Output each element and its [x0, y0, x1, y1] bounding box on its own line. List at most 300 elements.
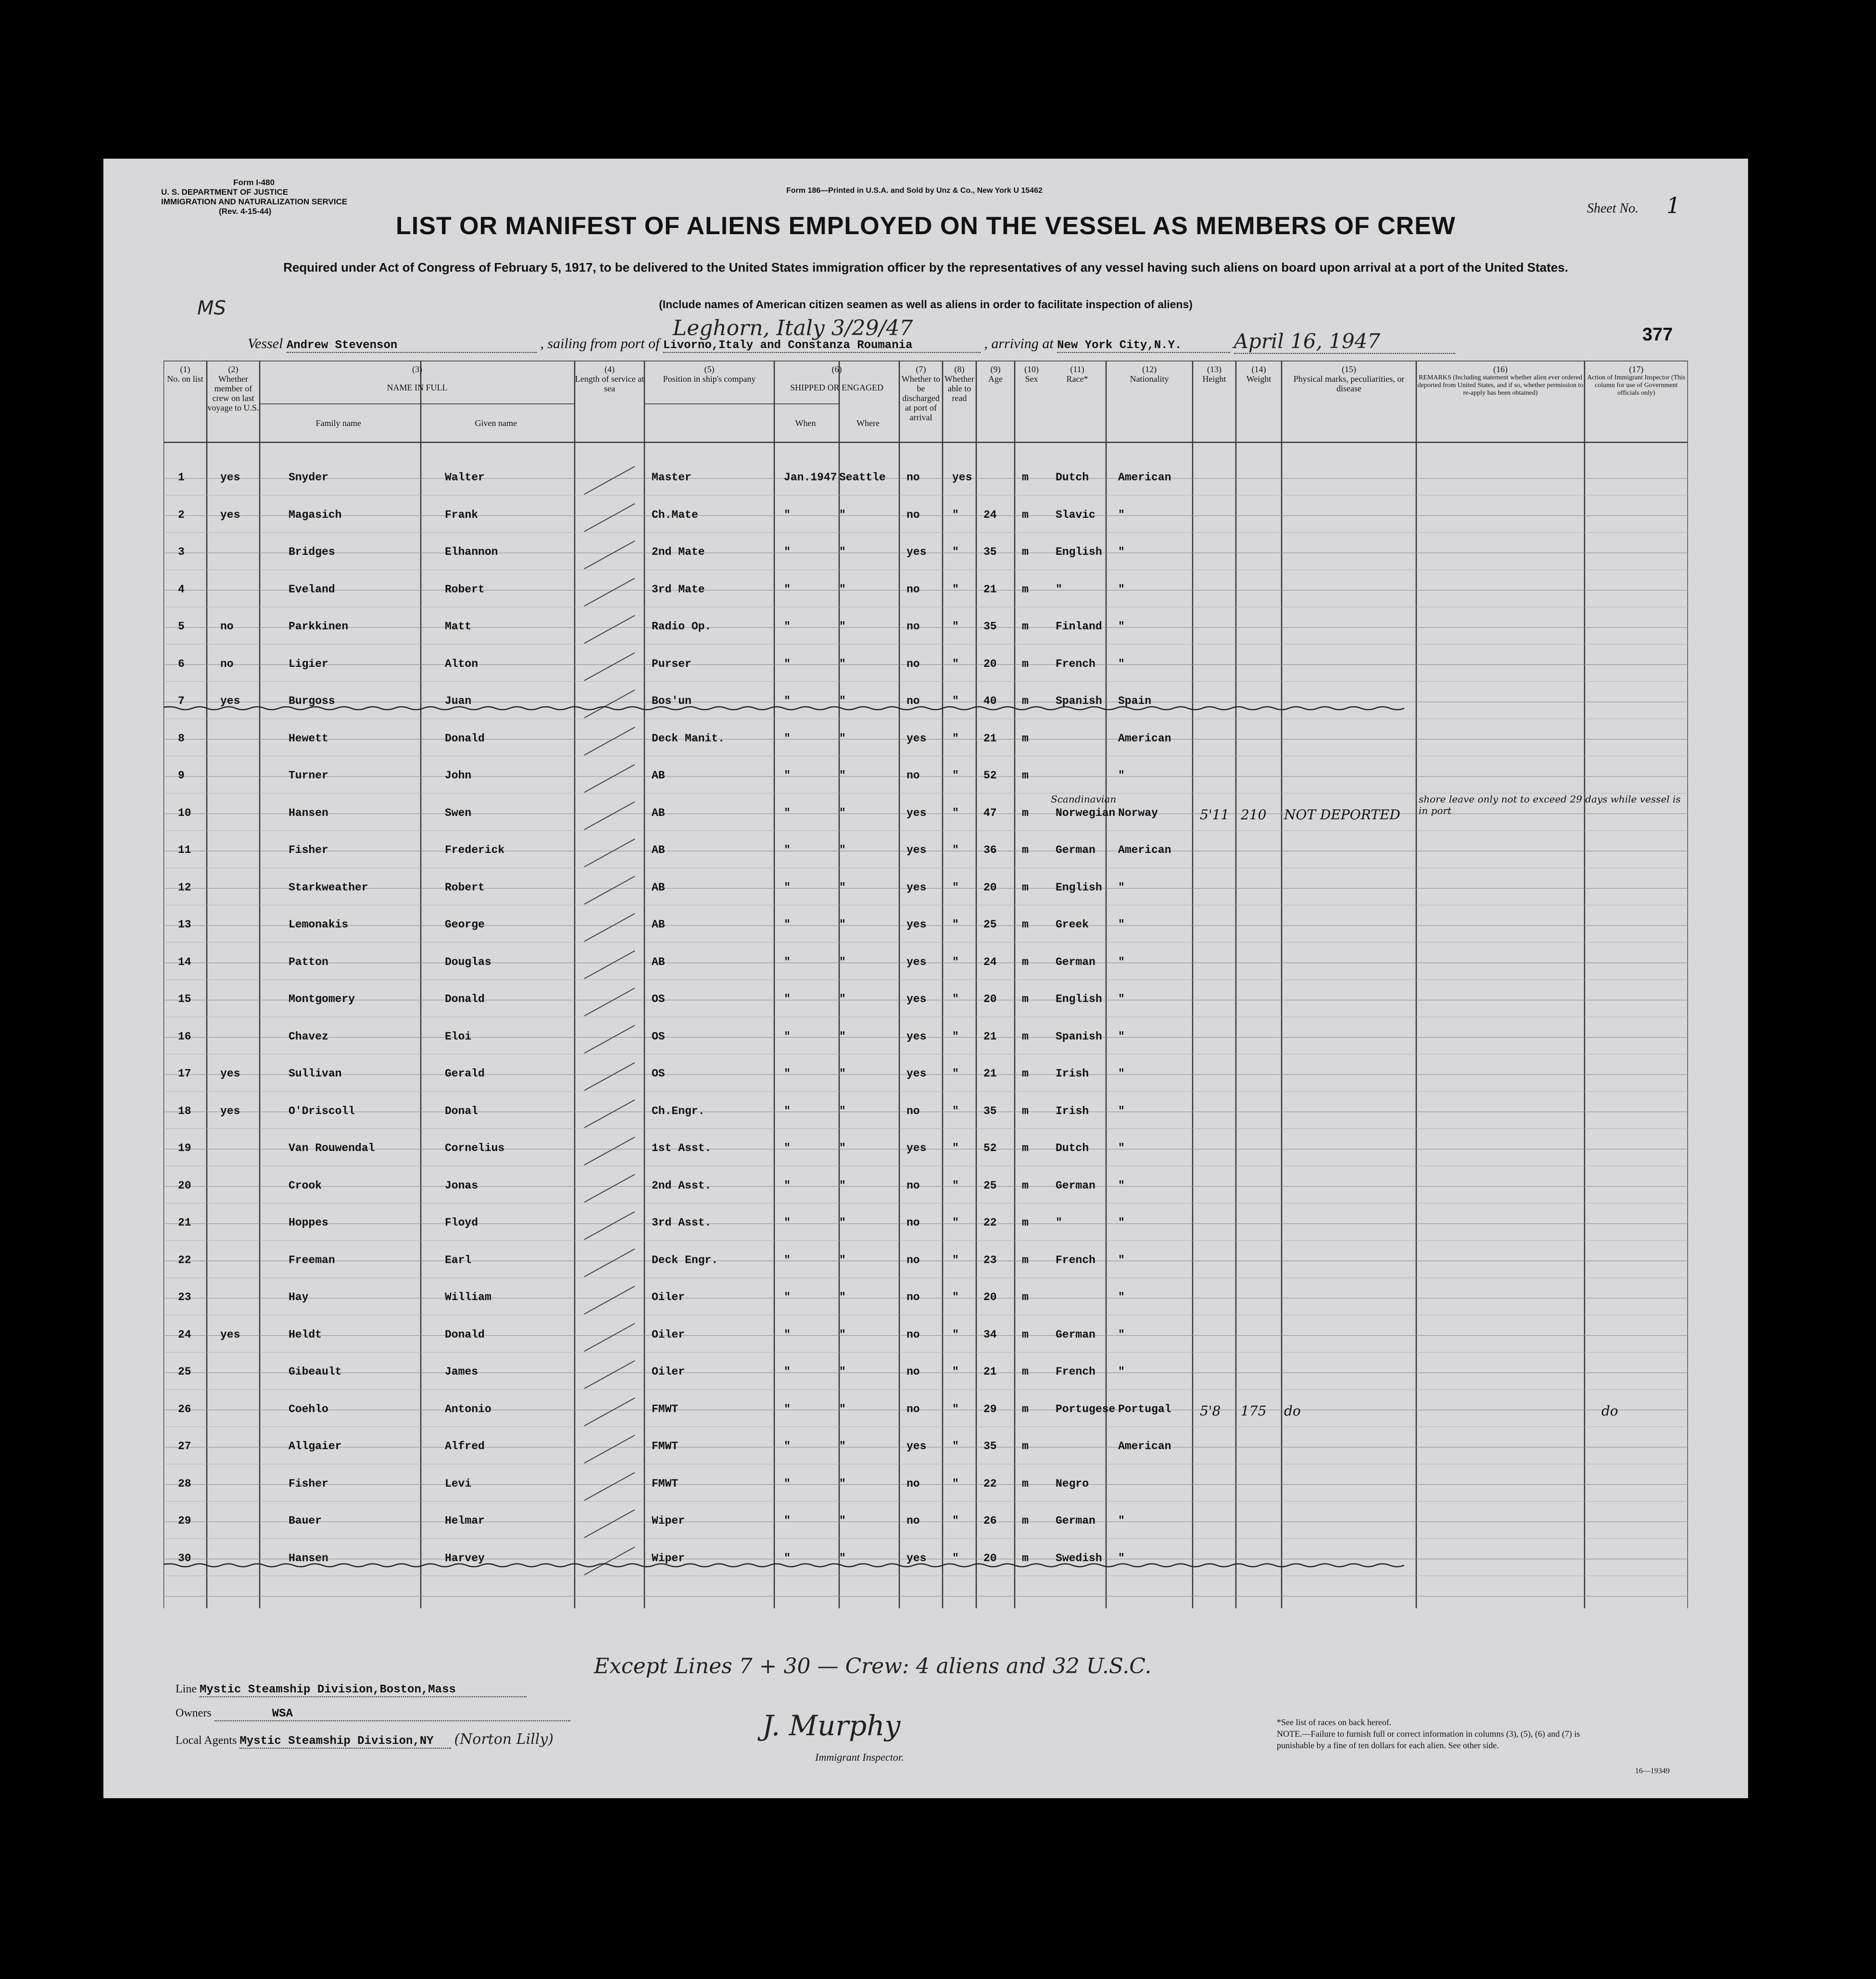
department: U. S. DEPARTMENT OF JUSTICE: [161, 188, 289, 197]
age: 35: [983, 620, 997, 633]
service: IMMIGRATION AND NATURALIZATION SERVICE: [161, 197, 348, 206]
position: Deck Engr.: [652, 1253, 718, 1266]
sex: m: [1022, 732, 1029, 745]
sex: m: [1022, 806, 1029, 819]
row-number: 12: [178, 881, 191, 894]
nationality: American: [1118, 471, 1171, 484]
discharged: yes: [907, 1552, 927, 1565]
service-tick: [584, 1249, 635, 1277]
sex: m: [1022, 1365, 1029, 1378]
nationality: American: [1118, 1440, 1171, 1453]
prev-voyage: yes: [220, 508, 240, 521]
column-header: [1106, 364, 1193, 384]
shipped-when: ": [784, 1403, 791, 1415]
shipped-where: ": [839, 1365, 846, 1378]
given-name: Douglas: [445, 955, 491, 968]
arriving-label: , arriving at: [984, 336, 1054, 351]
shipped-where: ": [839, 1291, 846, 1303]
family-name: Montgomery: [289, 993, 355, 1005]
sex: m: [1022, 583, 1029, 596]
column-header: [1015, 364, 1048, 384]
service-tick: [584, 578, 635, 606]
line-label: Line: [176, 1683, 197, 1695]
service-tick: [584, 1547, 635, 1575]
nationality: ": [1118, 769, 1125, 782]
service-tick: [584, 877, 635, 904]
discharged: yes: [907, 1142, 927, 1154]
shipped-where: ": [839, 1067, 846, 1080]
position: AB: [652, 806, 665, 819]
able-to-read: ": [952, 1142, 959, 1154]
able-to-read: ": [952, 1030, 959, 1043]
age: 52: [983, 769, 997, 782]
sex: m: [1022, 1142, 1029, 1154]
family-name: Chavez: [289, 1030, 328, 1043]
given-name: Floyd: [445, 1216, 478, 1229]
service-tick: [584, 1398, 635, 1426]
family-name: Hansen: [289, 806, 328, 819]
row-number: 6: [178, 657, 185, 670]
able-to-read: ": [952, 1216, 959, 1229]
nationality: ": [1118, 583, 1125, 596]
column-number: (10): [1024, 364, 1039, 374]
shipped-when: ": [784, 695, 791, 707]
family-name: Heldt: [289, 1328, 322, 1341]
able-to-read: ": [952, 1477, 959, 1490]
column-label: SHIPPED OR ENGAGED: [790, 383, 883, 392]
age: 20: [983, 657, 997, 670]
position: AB: [652, 881, 665, 894]
discharged: no: [907, 1216, 920, 1229]
able-to-read: ": [952, 1552, 959, 1565]
shipped-where: ": [839, 1328, 846, 1341]
row-number: 24: [178, 1328, 191, 1341]
service-tick: [584, 764, 635, 792]
position: FMWT: [652, 1403, 679, 1415]
row-number: 3: [178, 546, 185, 558]
given-name: Earl: [445, 1253, 472, 1266]
shipped-where: ": [839, 1030, 846, 1043]
nationality: ": [1118, 1552, 1125, 1565]
position: 2nd Asst.: [652, 1179, 712, 1192]
inspector-action: do: [1601, 1403, 1618, 1419]
row-number: 16: [178, 1030, 191, 1043]
race: Dutch: [1056, 1142, 1089, 1154]
able-to-read: ": [952, 657, 959, 670]
age: 25: [983, 1179, 997, 1192]
shipped-when: ": [784, 844, 791, 856]
column-label: Position in ship's company: [663, 374, 756, 384]
column-label: No. on list: [167, 374, 203, 384]
discharged: no: [907, 1291, 920, 1303]
able-to-read: ": [952, 732, 959, 745]
column-number: (3): [412, 364, 422, 374]
shipped-where: ": [839, 1216, 846, 1229]
race: Greek: [1056, 918, 1089, 931]
manifest-sheet: [103, 159, 1748, 1798]
given-name: Helmar: [445, 1515, 485, 1527]
able-to-read: ": [952, 806, 959, 819]
sex: m: [1022, 881, 1029, 894]
position: Purser: [652, 657, 692, 670]
race: English: [1056, 993, 1102, 1005]
service-tick: [584, 1175, 635, 1202]
position: Bos'un: [652, 695, 692, 707]
age: 25: [983, 918, 997, 931]
position: OS: [652, 993, 665, 1005]
row-number: 17: [178, 1067, 191, 1080]
shipped-when: ": [784, 955, 791, 968]
service-tick: [584, 1026, 635, 1053]
able-to-read: ": [952, 1365, 959, 1378]
row-number: 14: [178, 955, 191, 968]
discharged: no: [907, 1515, 920, 1527]
column-number: (12): [1142, 364, 1157, 374]
family-name: Freeman: [289, 1253, 335, 1266]
position: AB: [652, 955, 665, 968]
service-tick: [584, 466, 635, 494]
column-number: (6): [831, 364, 842, 374]
age: 22: [983, 1477, 997, 1490]
owners-label: Owners: [176, 1707, 212, 1719]
sex: m: [1022, 1104, 1029, 1117]
race: English: [1056, 881, 1102, 894]
family-name: Burgoss: [289, 695, 335, 707]
nationality: ": [1118, 620, 1125, 633]
row-number: 29: [178, 1515, 191, 1527]
shipped-where: ": [839, 620, 846, 633]
age: 20: [983, 1291, 997, 1303]
age: 52: [983, 1142, 997, 1154]
service-tick: [584, 727, 635, 755]
discharged: yes: [907, 732, 927, 745]
sex: m: [1022, 1216, 1029, 1229]
nationality: ": [1118, 1365, 1125, 1378]
position: AB: [652, 769, 665, 782]
column-header: [1193, 364, 1236, 384]
able-to-read: ": [952, 508, 959, 521]
race: Dutch: [1056, 471, 1089, 484]
physical-marks: NOT DEPORTED: [1284, 806, 1400, 823]
shipped-when: ": [784, 1253, 791, 1266]
race: English: [1056, 546, 1102, 558]
sheet-no-label: Sheet No.: [1587, 201, 1639, 216]
given-name: Robert: [445, 881, 485, 894]
position: Oiler: [652, 1328, 685, 1341]
shipped-where: ": [839, 508, 846, 521]
column-number: (9): [990, 364, 1001, 374]
column-subheader: Where: [856, 418, 880, 428]
shipped-when: ": [784, 1291, 791, 1303]
line-value: Mystic Steamship Division,Boston,Mass: [200, 1683, 527, 1697]
prev-voyage: yes: [220, 1104, 240, 1117]
given-name: Eloi: [445, 1030, 472, 1043]
discharged: yes: [907, 881, 927, 894]
service-tick: [584, 653, 635, 681]
discharged: yes: [907, 806, 927, 819]
row-number: 1: [178, 471, 185, 484]
sex: m: [1022, 1030, 1029, 1043]
footer: [176, 1683, 570, 1749]
given-name: Gerald: [445, 1067, 485, 1080]
page-title: LIST OR MANIFEST OF ALIENS EMPLOYED ON THE VESSEL AS MEMBERS OF CREW: [396, 212, 1456, 240]
arrival-date: April 16, 1947: [1234, 329, 1455, 354]
given-name: Swen: [445, 806, 472, 819]
column-label: Sex: [1025, 374, 1038, 384]
column-header: [644, 364, 774, 384]
column-header: [774, 364, 899, 428]
family-name: Fisher: [289, 1477, 328, 1490]
nationality: Norway: [1118, 806, 1158, 819]
agents-value: Mystic Steamship Division,NY: [239, 1735, 451, 1749]
discharged: no: [907, 1477, 920, 1490]
column-label: Age: [988, 374, 1003, 384]
given-name: Elhannon: [445, 546, 498, 558]
family-name: Ligier: [289, 657, 328, 670]
service-tick: [584, 988, 635, 1016]
nationality: American: [1118, 844, 1171, 856]
column-header: [943, 364, 976, 403]
row-number: 22: [178, 1253, 191, 1266]
race: Finland: [1056, 620, 1102, 633]
able-to-read: ": [952, 1253, 959, 1266]
nationality: ": [1118, 1030, 1125, 1043]
row-number: 9: [178, 769, 185, 782]
nationality: ": [1118, 1253, 1125, 1266]
sheet-reference: 377: [1642, 325, 1673, 345]
position: 2nd Mate: [652, 546, 705, 558]
race: Spanish: [1056, 695, 1102, 707]
sex: m: [1022, 769, 1029, 782]
service-tick: [584, 1100, 635, 1128]
given-name: Donald: [445, 732, 485, 745]
able-to-read: ": [952, 546, 959, 558]
age: 47: [983, 806, 997, 819]
column-header: [207, 364, 260, 413]
shipped-where: ": [839, 546, 846, 558]
ms-mark: MS: [197, 297, 226, 319]
race: German: [1056, 1515, 1095, 1527]
column-label: Whether to be discharged at port of arrival: [901, 374, 941, 422]
able-to-read: ": [952, 881, 959, 894]
family-name: Turner: [289, 769, 328, 782]
sailing-from: [663, 316, 981, 353]
column-number: (17): [1629, 364, 1644, 374]
nationality: ": [1118, 1179, 1125, 1192]
row-number: 20: [178, 1179, 191, 1192]
column-label: Action of Immigrant Inspector (This column for use of Government officials only): [1587, 374, 1686, 397]
column-header: [575, 364, 644, 393]
prev-voyage: yes: [220, 1328, 240, 1341]
vessel-label: Vessel: [248, 336, 283, 351]
revision: (Rev. 4-15-44): [219, 207, 272, 216]
family-name: Starkweather: [289, 881, 368, 894]
race: ": [1056, 583, 1062, 596]
row-number: 30: [178, 1552, 191, 1565]
subtitle: Required under Act of Congress of February 5, 1917, to be delivered to the United States immigration officer by the representatives of any vessel having such aliens on board upon arrival at a port of the United States.: [283, 260, 1568, 275]
race: German: [1056, 1328, 1095, 1341]
discharged: no: [907, 1179, 920, 1192]
family-name: Gibeault: [289, 1365, 342, 1378]
column-number: (1): [180, 364, 190, 374]
given-name: James: [445, 1365, 478, 1378]
able-to-read: ": [952, 583, 959, 596]
family-name: Snyder: [289, 471, 328, 484]
column-label: Physical marks, peculiarities, or disease: [1293, 374, 1405, 393]
nationality: ": [1118, 546, 1125, 558]
weight: 175: [1241, 1403, 1267, 1419]
shipped-where: ": [839, 1179, 846, 1192]
given-name: Alfred: [445, 1440, 485, 1453]
sex: m: [1022, 471, 1029, 484]
shipped-when: ": [784, 732, 791, 745]
row-number: 27: [178, 1440, 191, 1453]
sex: m: [1022, 546, 1029, 558]
row-number: 2: [178, 508, 185, 521]
discharged: no: [907, 657, 920, 670]
family-name: Hoppes: [289, 1216, 328, 1229]
family-name: Magasich: [289, 508, 342, 521]
family-name: Bridges: [289, 546, 335, 558]
column-number: (5): [704, 364, 715, 374]
row-number: 21: [178, 1216, 191, 1229]
service-tick: [584, 1324, 635, 1352]
shipped-when: ": [784, 1067, 791, 1080]
discharged: yes: [907, 1440, 927, 1453]
position: AB: [652, 844, 665, 856]
nationality: Portugal: [1118, 1403, 1171, 1415]
able-to-read: ": [952, 844, 959, 856]
row-number: 26: [178, 1403, 191, 1415]
family-name: Bauer: [289, 1515, 322, 1527]
sex: m: [1022, 1477, 1029, 1490]
given-name: Harvey: [445, 1552, 485, 1565]
remarks: shore leave only not to exceed 29 days while vessel is in port: [1419, 793, 1681, 816]
column-number: (4): [604, 364, 615, 374]
family-name: Lemonakis: [289, 918, 349, 931]
nationality: ": [1118, 881, 1125, 894]
sex: m: [1022, 1515, 1029, 1527]
sex: m: [1022, 1328, 1029, 1341]
column-header: [1236, 364, 1282, 384]
shipped-when: ": [784, 881, 791, 894]
races-note: *See list of races on back hereof.: [1277, 1717, 1392, 1727]
age: 35: [983, 546, 997, 558]
able-to-read: ": [952, 1440, 959, 1453]
age: 29: [983, 1403, 997, 1415]
position: Radio Op.: [652, 620, 712, 633]
discharged: no: [907, 1104, 920, 1117]
vessel-row: [248, 316, 1455, 354]
discharged: no: [907, 1328, 920, 1341]
race: Norwegian: [1056, 806, 1116, 819]
family-name: O'Driscoll: [289, 1104, 355, 1117]
shipped-where: ": [839, 1104, 846, 1117]
position: FMWT: [652, 1477, 679, 1490]
shipped-where: ": [839, 732, 846, 745]
nationality: Spain: [1118, 695, 1152, 707]
nationality: ": [1118, 1515, 1125, 1527]
given-name: Matt: [445, 620, 472, 633]
form-number: Form I-480: [233, 178, 275, 187]
column-header: [260, 364, 575, 428]
nationality: ": [1118, 657, 1125, 670]
nationality: American: [1118, 732, 1171, 745]
inspector-label: Immigrant Inspector.: [815, 1751, 904, 1763]
column-header: [976, 364, 1015, 384]
column-number: (14): [1251, 364, 1266, 374]
able-to-read: ": [952, 1403, 959, 1415]
weight: 210: [1241, 806, 1267, 823]
footer-notes: [1277, 1716, 1613, 1751]
service-tick: [584, 1510, 635, 1538]
row-number: 25: [178, 1365, 191, 1378]
sailing-from-hand: Leghorn, Italy 3/29/47: [672, 316, 913, 340]
shipped-where: ": [839, 1142, 846, 1154]
row-number: 11: [178, 844, 191, 856]
service-tick: [584, 1473, 635, 1501]
service-tick: [584, 1063, 635, 1090]
row-number: 13: [178, 918, 191, 931]
shipped-when: ": [784, 1440, 791, 1453]
discharged: yes: [907, 1030, 927, 1043]
age: 36: [983, 844, 997, 856]
column-label: Whether member of crew on last voyage to U.S.: [207, 374, 259, 413]
family-name: Van Rouwendal: [289, 1142, 375, 1154]
nationality: ": [1118, 955, 1125, 968]
able-to-read: ": [952, 993, 959, 1005]
service-tick: [584, 541, 635, 569]
race: German: [1056, 955, 1095, 968]
sex: m: [1022, 1403, 1029, 1415]
sex: m: [1022, 620, 1029, 633]
shipped-where: ": [839, 583, 846, 596]
nationality: ": [1118, 1067, 1125, 1080]
row-number: 10: [178, 806, 191, 819]
age: 22: [983, 1216, 997, 1229]
column-subheader: When: [795, 418, 816, 428]
shipped-when: ": [784, 620, 791, 633]
shipped-where: ": [839, 918, 846, 931]
family-name: Crook: [289, 1179, 322, 1192]
age: 24: [983, 955, 997, 968]
shipped-when: ": [784, 1477, 791, 1490]
service-tick: [584, 914, 635, 941]
row-number: 5: [178, 620, 185, 633]
shipped-where: ": [839, 1403, 846, 1415]
position: FMWT: [652, 1440, 679, 1453]
column-header: [1048, 364, 1106, 384]
service-tick: [584, 839, 635, 867]
printer-line: Form 186—Printed in U.S.A. and Sold by Unz & Co., New York U 15462: [786, 187, 1043, 195]
age: 21: [983, 732, 997, 745]
discharged: yes: [907, 844, 927, 856]
include-note: (Include names of American citizen seamen as well as aliens in order to facilitate inspection of aliens): [659, 298, 1193, 311]
column-header: [1585, 364, 1688, 397]
prev-voyage: yes: [220, 1067, 240, 1080]
shipped-when: ": [784, 657, 791, 670]
race: French: [1056, 1253, 1095, 1266]
position: Oiler: [652, 1365, 685, 1378]
discharged: no: [907, 1365, 920, 1378]
able-to-read: ": [952, 1515, 959, 1527]
agents-hand: (Norton Lilly): [454, 1731, 554, 1748]
given-name: William: [445, 1291, 491, 1303]
column-number: (8): [954, 364, 965, 374]
age: 20: [983, 881, 997, 894]
age: 26: [983, 1515, 997, 1527]
sex: m: [1022, 1067, 1029, 1080]
